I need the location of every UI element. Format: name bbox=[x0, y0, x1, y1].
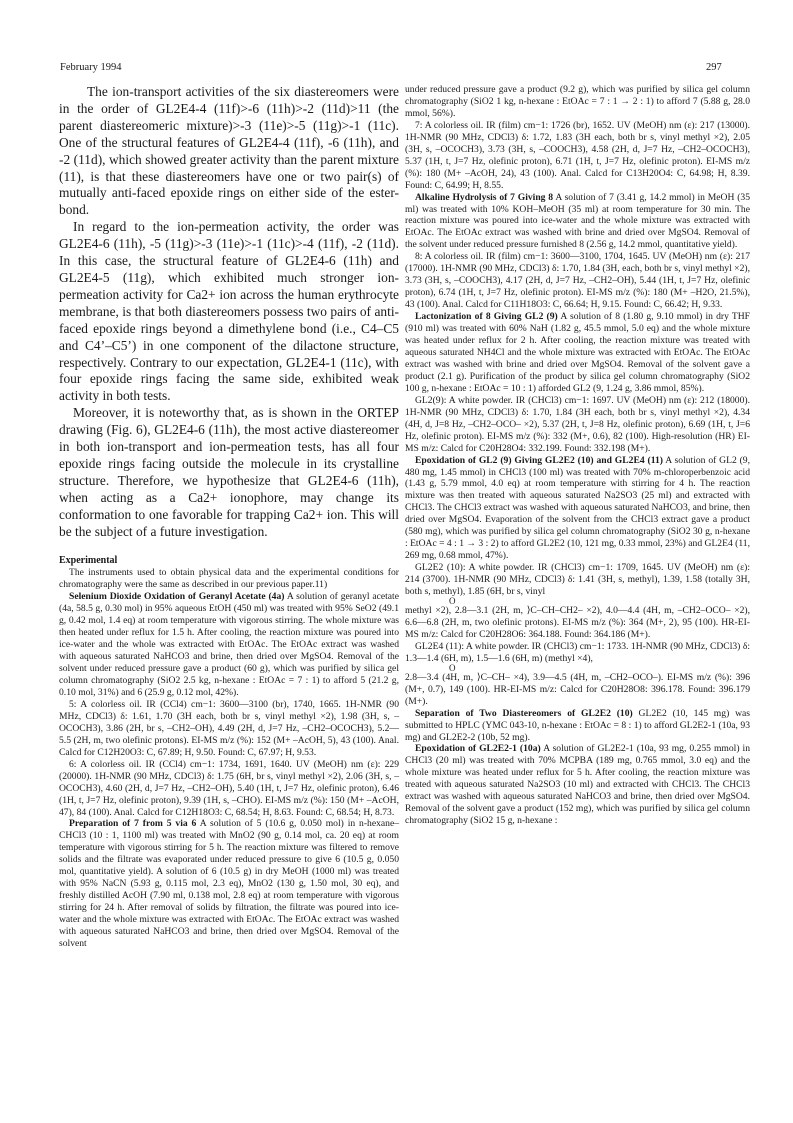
body-paragraph-ion-permeation: In regard to the ion-permeation activity, the order was GL2E4-6 (11h), -5 (11g)>-3 (11e)>-1 (11c)>-4 (11f), -2 (11d). In this case, the structural feature of GL2E4-6 (11h) and GL2E4-5 (11g), which exhibited much stronger ion-permeation activity for Ca2+ ion across the human erythrocyte membrane, is that both diastereomers possess two pairs of anti-faced epoxide rings beyond a dimethylene bond (i.e., C4–C5 and C4’–C5’) in one component of the dilactone structure, respectively. Contrary to our expectation, GL2E4-1 (11c), with four epoxide rings facing the same side, exhibited weak activity in both tests. bbox=[59, 219, 399, 404]
procedure-seo2-oxidation bbox=[59, 591, 399, 699]
procedure-alkaline-hydrolysis bbox=[405, 192, 750, 252]
compound-6-data: 6: A colorless oil. IR (CCl4) cm−1: 1734, 1691, 1640. UV (MeOH) nm (ε): 229 (20000). 1H-NMR (90 MHz, CDCl3) δ: 1.75 (6H, br s, vinyl methyl ×2), 2.06 (3H, s, –OCOCH3), 4.60 (2H, d, J=7 Hz, –CH2–OH), 5.40 (1H, t, J=7 Hz, olefinic proton), 6.46 (1H, t, J=7 Hz, olefinic proton), 9.39 (1H, s, –CHO). EI-MS m/z (%): 150 (M+ –AcOH, 47), 84 (100). Anal. Calcd for C12H18O3: C, 68.54; H, 8.63. Found: C, 68.54; H, 8.73. bbox=[59, 758, 399, 818]
procedure-heading: Alkaline Hydrolysis of 7 Giving 8 bbox=[415, 191, 554, 203]
left-column bbox=[59, 84, 399, 950]
epoxide-oxygen-mark: O bbox=[449, 595, 456, 606]
page-number: 297 bbox=[706, 62, 722, 73]
compound-10-data: GL2E2 (10): A white powder. IR (CHCl3) cm−1: 1709, 1645. UV (MeOH) nm (ε): 214 (3700). 1H-NMR (90 MHz, CDCl3) δ: 1.41 (3H, s, methyl), 1.39, 1.58 (totally 3H, both s, methyl), 1.85 (6H, br s, vinyl bbox=[405, 562, 750, 598]
procedure-separation bbox=[405, 708, 750, 744]
procedure-heading: Lactonization of 8 Giving GL2 (9) bbox=[415, 311, 558, 323]
compound-11-data-cont: 2.8—3.4 (4H, m, ⟩C–CH– ×4), 3.9—4.5 (4H, m, –CH2–OCO–). EI-MS m/z (%): 396 (M+, 0.7), 149 (100). HR-EI-MS m/z: Calcd for C20H28O8: 396.178. Found: 396.179 (M+). bbox=[405, 671, 750, 707]
compound-8-data: 8: A colorless oil. IR (film) cm−1: 3600—3100, 1704, 1645. UV (MeOH) nm (ε): 217 (17000). 1H-NMR (90 MHz, CDCl3) δ: 1.70, 1.84 (3H, each, both br s, vinyl methyl ×2), 3.73 (3H, s, –COOCH3), 4.17 (2H, d, J=7 Hz, –CH2–OH), 5.44 (1H, t, J=7 Hz, olefinic proton), 6.74 (1H, t, J=7 Hz, olefinic proton). EI-MS m/z (%): 180 (M+ –H2O, 21.5%), 43 (100). Anal. Calcd for C11H18O3: C, 66.64; H, 9.15. Found: C, 66.42; H, 9.33. bbox=[405, 251, 750, 311]
procedure-text: A solution of 5 (10.6 g, 0.050 mol) in n-hexane–CHCl3 (10 : 1, 1100 ml) was treated with MnO2 (90 g, 0.14 mol, ca. 20 eq) at room temperature with vigorous stirring for 5 h. The reaction mixture was filtered to remove solids and the filtrate was evaporated under reduced pressure to give 6 (10.5 g, 0.050 mol, quantitative yield). A solution of 6 (10.5 g) in dry MeOH (1000 ml) was treated with 95% NaCN (5.93 g, 0.115 mol, 2.3 eq), MnO2 (130 g, 1.50 mol, 30 eq), and freshly distilled AcOH (7.90 ml, 0.138 mol, 2.8 eq) at room temperature with vigorous stirring for 24 h. After removal of solids by filtration, the filtrate was poured into ice-water and the whole mixture was extracted with EtOAc. The EtOAc extract was washed with aqueous saturated NaHCO3 and brine, then dried over MgSO4. Removal of the solvent bbox=[59, 818, 400, 950]
procedure-epoxidation-gl2 bbox=[405, 455, 750, 563]
body-paragraph-ion-transport: The ion-transport activities of the six diastereomers were in the order of GL2E4-4 (11f)>-6 (11h)>-2 (11d)>11 (the parent diastereomeric mixture)>-3 (11e)>-5 (11g)>-1 (11c). One of the structural features of GL2E4-4 (11f), -6 (11h), and -2 (11d), which showed greater activity than the parent mixture (11), is that these diastereomers have one or two pair(s) of mutually anti-faced epoxide rings on either side of the ester-bond. bbox=[59, 84, 399, 218]
procedure-heading: Separation of Two Diastereomers of GL2E2 (10) bbox=[415, 707, 633, 719]
epoxide-oxygen-mark: O bbox=[449, 662, 456, 673]
compound-5-data: 5: A colorless oil. IR (CCl4) cm−1: 3600—3100 (br), 1740, 1665. 1H-NMR (90 MHz, CDCl3) δ: 1.61, 1.70 (3H each, both br s, vinyl methyl ×2), 1.98 (3H, s, –OCOCH3), 3.86 (2H, br s, –CH2–OH), 4.49 (2H, d, J=7 Hz, –CH2–OCOCH3), 5.2—5.5 (2H, m, two olefinic protons). EI-MS m/z (%): 152 (M+ –AcOH, 5), 43 (100). Anal. Calcd for C12H20O3: C, 67.89; H, 9.50. Found: C, 67.97; H, 9.53. bbox=[59, 698, 399, 758]
procedure-text: A solution of GL2E2-1 (10a, 93 mg, 0.255 mmol) in CHCl3 (20 ml) was treated with 70% MCPBA (189 mg, 0.765 mmol, 3.0 eq) and the whole mixture was heated under reflux for 5 h. After cooling, the reaction mixture was treated with aqueous saturated Na2SO3 (10 ml) and extracted with CHCl3. The CHCl3 extract was washed with aqueous saturated NaHCO3 and brine, then dried over MgSO4. Removal of the solvent gave a product (152 mg), which was purified by silica gel column chromatography (SiO2 15 g, n-hexane : bbox=[405, 743, 750, 827]
body-paragraph-ortep: Moreover, it is noteworthy that, as is shown in the ORTEP drawing (Fig. 6), GL2E4-6 (11h), the most active diastereomer in both ion-transport and ion-permeation tests, has all four epoxide rings facing outside the molecule in its crystalline structure. Therefore, we hypothesize that GL2E4-6 (11h), when acting as a Ca2+ ionophore, may change its conformation to one favorable for trapping Ca2+ ion. This will be the subject of a future investigation. bbox=[59, 405, 399, 539]
procedure-epoxidation-10a bbox=[405, 743, 750, 827]
compound-9-data: GL2(9): A white powder. IR (CHCl3) cm−1: 1697. UV (MeOH) nm (ε): 212 (18000). 1H-NMR (90 MHz, CDCl3) δ: 1.70, 1.84 (3H each, both br s, vinyl methyl ×2), 4.34 (4H, d, J=8 Hz, –CH2–OCO– ×2), 5.37 (2H, t, J=8 Hz, olefinic proton), 6.69 (1H, t, J=6 Hz, olefinic proton). EI-MS m/z (%): 332 (M+, 0.6), 82 (100). High-resolution (HR) EI-MS m/z: Calcd for C20H28O4: 332.199. Found: 332.198 (M+). bbox=[405, 394, 750, 454]
compound-11-data: GL2E4 (11): A white powder. IR (CHCl3) cm−1: 1733. 1H-NMR (90 MHz, CDCl3) δ: 1.3—1.4 (6H, m), 1.5—1.6 (6H, m) (methyl ×4), bbox=[405, 640, 750, 664]
running-header-date: February 1994 bbox=[60, 62, 122, 73]
procedure-heading: Epoxidation of GL2E2-1 (10a) bbox=[415, 743, 541, 755]
procedure-preparation-7 bbox=[59, 818, 399, 949]
experimental-heading: Experimental bbox=[59, 555, 118, 567]
compound-10-data-cont: methyl ×2), 2.8—3.1 (2H, m, ⟩C–CH–CH2– ×2), 4.0—4.4 (4H, m, –CH2–OCO– ×2), 6.6—6.8 (2H, m, two olefinic protons). EI-MS m/z (%): 364 (M+, 2), 95 (100). HR-EI-MS m/z: Calcd for C20H28O6: 364.188. Found: 364.186 (M+). bbox=[405, 604, 750, 640]
procedure-heading: Preparation of 7 from 5 via 6 bbox=[69, 818, 197, 830]
procedure-text: A solution of 7 (3.41 g, 14.2 mmol) in MeOH (35 ml) was treated with 10% KOH–MeOH (35 ml) at room temperature for 30 min. The reaction mixture was poured into ice-water and the whole mixture was extracted with EtOAc. The EtOAc extract was washed with brine and dried over MgSO4. Removal of the solvent under reduced pressure furnished 8 (2.56 g, 14.2 mmol, quantitative yield). bbox=[405, 191, 750, 251]
procedure-text: A solution of geranyl acetate (4a, 58.5 g, 0.30 mol) in 95% aqueous EtOH (450 ml) was treated with 95% SeO2 (49.1 g, 0.42 mol, 1.4 eq) at room temperature with vigorous stirring. The whole mixture was then heated under reflux for 1.5 h. After cooling, the reaction mixture was poured into ice-water and the whole was extracted with EtOAc. The EtOAc extract was washed with aqueous saturated NaHCO3 and brine, then dried over MgSO4. Removal of the solvent under reduced pressure gave a product (60 g), which was purified by silica gel column chromatography (SiO2 2.5 kg, n-hexane : EtOAc = 7 : 1) to afford 5 (21.2 g, 0.10 mol, 31%) and 6 (25.9 g, 0.12 mol, 42%). bbox=[59, 591, 399, 698]
right-column bbox=[405, 84, 750, 827]
procedure-heading: Epoxidation of GL2 (9) Giving GL2E2 (10) and GL2E4 (11) bbox=[415, 454, 663, 466]
procedure-continuation: under reduced pressure gave a product (9.2 g), which was purified by silica gel column chromatography (SiO2 1 kg, n-hexane : EtOAc = 7 : 1 → 2 : 1) to afford 7 (5.88 g, 28.0 mmol, 56%). bbox=[405, 84, 750, 119]
compound-7-data: 7: A colorless oil. IR (film) cm−1: 1726 (br), 1652. UV (MeOH) nm (ε): 217 (13000). 1H-NMR (90 MHz, CDCl3) δ: 1.72, 1.83 (3H each, both br s, vinyl methyl ×2), 2.05 (3H, s, –OCOCH3), 3.73 (3H, s, –COOCH3), 4.58 (2H, d, J=7 Hz, –CH2–OCOCH3), 5.37 (1H, t, J=7 Hz, olefinic proton), 6.71 (1H, t, J=7 Hz, olefinic proton). EI-MS m/z (%): 180 (M+ –AcOH, 24), 43 (100). Anal. Calcd for C13H20O4: C, 64.98; H, 8.39. Found: C, 64.99; H, 8.55. bbox=[405, 119, 750, 191]
procedure-text: A solution of GL2 (9, 480 mg, 1.45 mmol) in CHCl3 (100 ml) was treated with 70% m-chloroperbenzoic acid (1.43 g, 5.79 mmol, 4.0 eq) at room temperature with stirring for 4 h. The reaction mixture was then treated with aqueous saturated Na2SO3 (25 ml) and extracted with CHCl3. The CHCl3 extract was washed with aqueous saturated NaHCO3, and brine, then dried over MgSO4. Evaporation of the solvent from the CHCl3 extract gave a product (580 mg), which was purified by silica gel column chromatography (SiO2 30 g, n-hexane : EtOAc = 4 : 1 → 3 : 2) to afford GL2E2 (10, 121 mg, 0.33 mmol, 23%) and GL2E4 (11, 269 mg, 0.68 mmol, 47%). bbox=[405, 454, 750, 562]
procedure-text: GL2E2 (10, 145 mg) was submitted to HPLC (YMC 043-10, n-hexane : EtOAc = 8 : 1) to afford GL2E2-1 (10a, 93 mg) and GL2E2-2 (10b, 52 mg). bbox=[405, 707, 750, 743]
procedure-text: A solution of 8 (1.80 g, 9.10 mmol) in dry THF (910 ml) was treated with 60% NaH (1.82 g, 45.5 mmol, 5.0 eq) and the whole mixture was heated under reflux for 2 h. After cooling, the reaction mixture was treated with aqueous saturated NH4Cl and the whole mixture was extracted with EtOAc. The EtOAc extract was washed with brine and dried over MgSO4. Removal of the solvent gave a product (2.1 g). Purification of the product by silica gel column chromatography (SiO2 100 g, n-hexane : EtOAc = 10 : 1) afforded GL2 (9, 1.24 g, 3.86 mmol, 85%). bbox=[405, 311, 751, 394]
procedure-heading: Selenium Dioxide Oxidation of Geranyl Acetate (4a) bbox=[69, 591, 285, 603]
experimental-intro: The instruments used to obtain physical data and the experimental conditions for chromatography were the same as described in our previous paper.11) bbox=[59, 567, 399, 591]
procedure-lactonization bbox=[405, 311, 750, 395]
